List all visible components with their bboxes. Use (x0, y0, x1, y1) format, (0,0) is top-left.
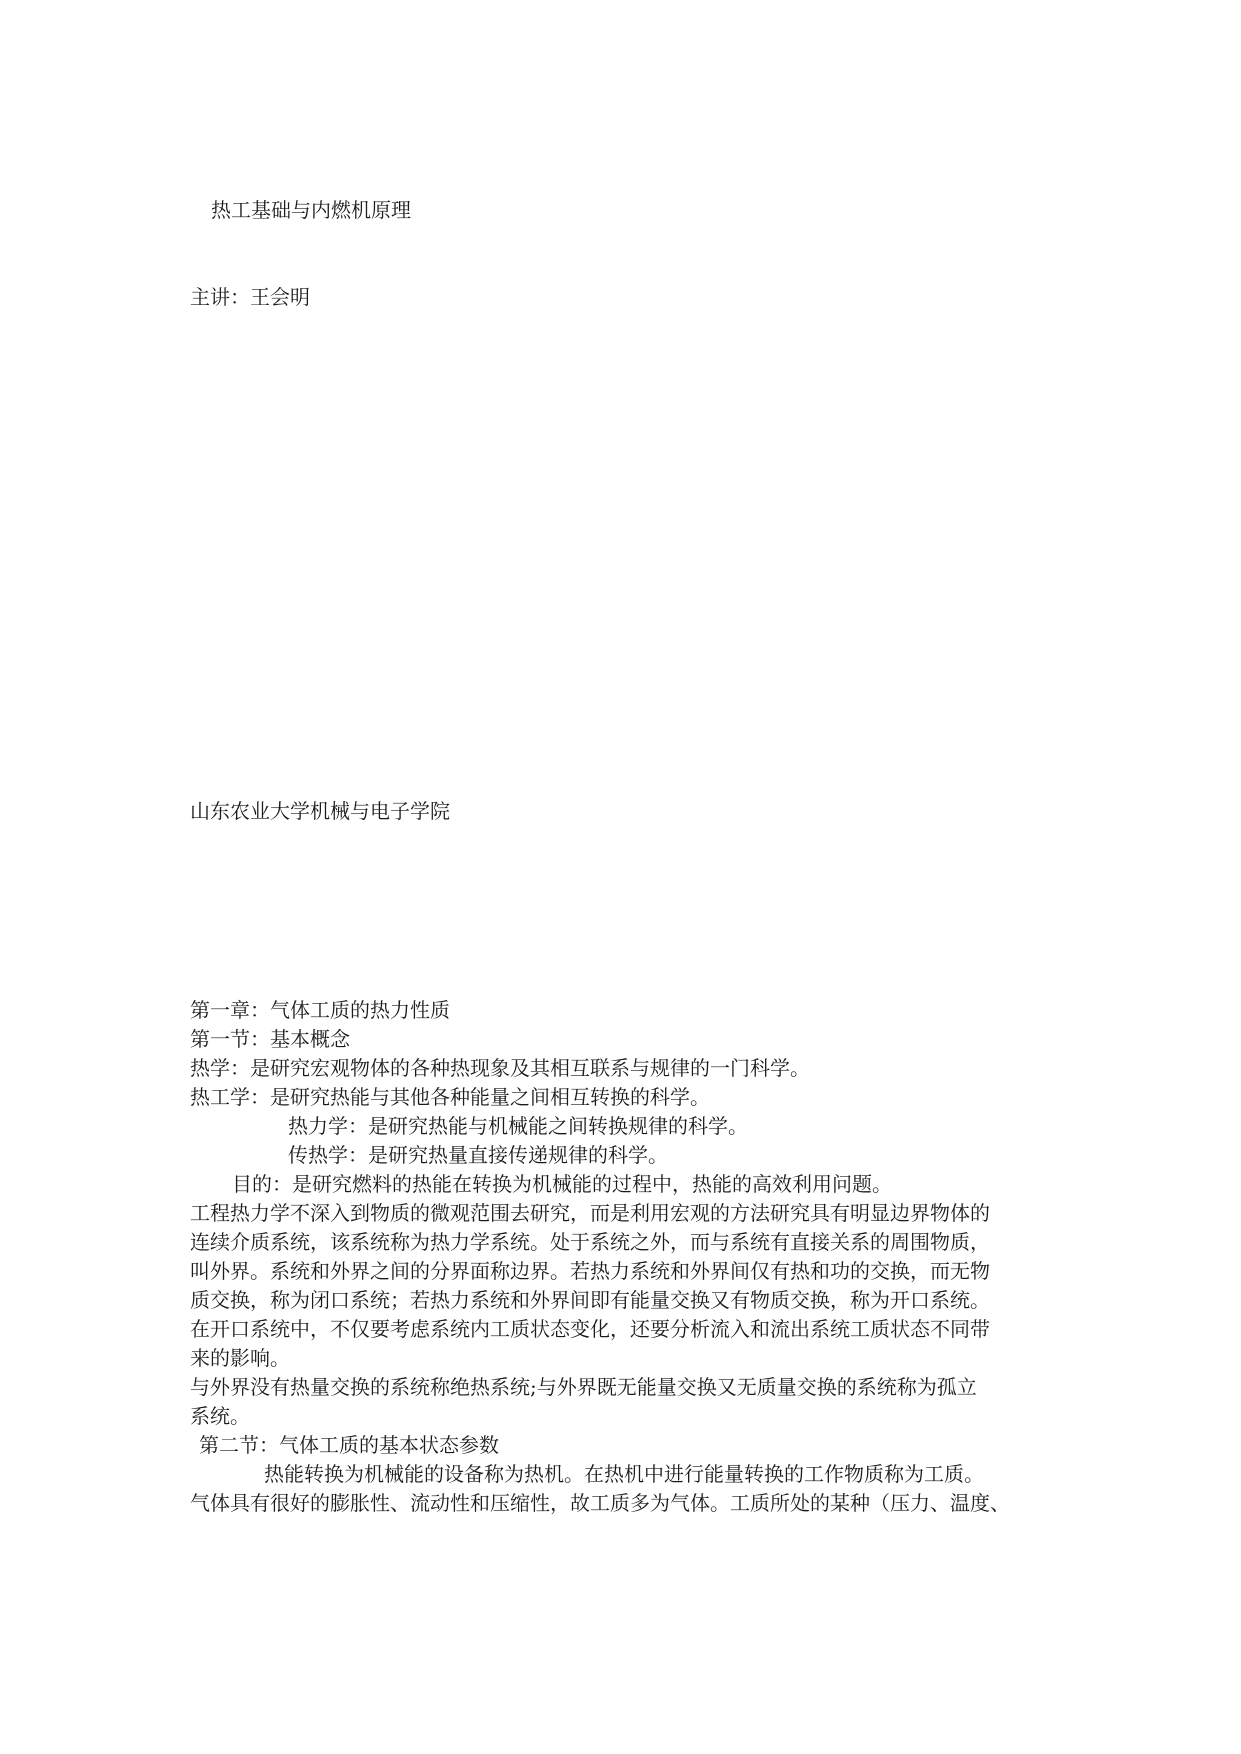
definition-heat-transfer: 传热学：是研究热量直接传递规律的科学。 (288, 1143, 668, 1167)
chapter-title: 第一章：气体工质的热力性质 (190, 998, 450, 1022)
definition-thermodynamics: 热力学：是研究热能与机械能之间转换规律的科学。 (288, 1114, 748, 1138)
paragraph-line: 连续介质系统，该系统称为热力学系统。处于系统之外，而与系统有直接关系的周围物质， (190, 1230, 990, 1254)
paragraph-line: 叫外界。系统和外界之间的分界面称边界。若热力系统和外界间仅有热和功的交换，而无物 (190, 1259, 990, 1283)
definition-thermal: 热学：是研究宏观物体的各种热现象及其相互联系与规律的一门科学。 (190, 1056, 810, 1080)
paragraph-adiabatic-system (190, 1373, 1055, 1431)
cover-title: 热工基础与内燃机原理 (211, 198, 411, 222)
paragraph-line: 与外界没有热量交换的系统称绝热系统;与外界既无能量交换又无质量交换的系统称为孤立 (190, 1375, 977, 1399)
paragraph-heat-engine-line: 气体具有很好的膨胀性、流动性和压缩性，故工质多为气体。工质所处的某种（压力、温度、 (190, 1491, 1010, 1515)
paragraph-line: 工程热力学不深入到物质的微观范围去研究，而是利用宏观的方法研究具有明显边界物体的 (190, 1201, 990, 1225)
paragraph-thermodynamic-system (190, 1199, 1055, 1373)
purpose-statement: 目的：是研究燃料的热能在转换为机械能的过程中，热能的高效利用问题。 (232, 1172, 892, 1196)
paragraph-line: 来的影响。 (190, 1346, 290, 1370)
paragraph-line: 系统。 (190, 1404, 250, 1428)
definition-thermal-engineering: 热工学：是研究热能与其他各种能量之间相互转换的科学。 (190, 1085, 710, 1109)
paragraph-heat-engine-line: 热能转换为机械能的设备称为热机。在热机中进行能量转换的工作物质称为工质。 (264, 1462, 984, 1486)
cover-lecturer: 主讲：王会明 (190, 285, 310, 309)
paragraph-line: 质交换，称为闭口系统；若热力系统和外界间即有能量交换又有物质交换，称为开口系统。 (190, 1288, 990, 1312)
paragraph-line: 在开口系统中，不仅要考虑系统内工质状态变化，还要分析流入和流出系统工质状态不同带 (190, 1317, 990, 1341)
cover-institution: 山东农业大学机械与电子学院 (190, 799, 450, 823)
section2-title: 第二节：气体工质的基本状态参数 (199, 1433, 499, 1457)
section1-title: 第一节：基本概念 (190, 1027, 350, 1051)
